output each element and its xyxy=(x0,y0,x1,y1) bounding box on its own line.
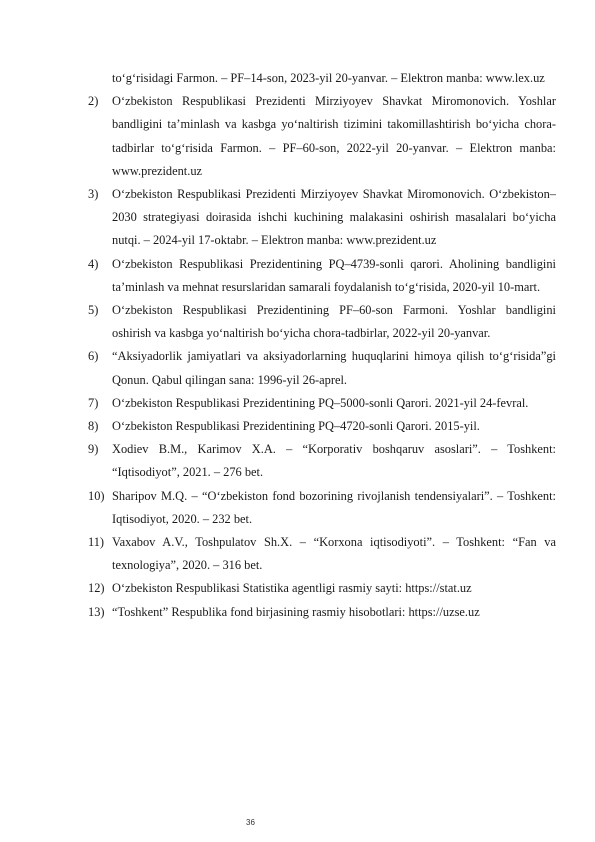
reference-number: 9) xyxy=(88,442,99,457)
reference-number: 2) xyxy=(88,94,99,109)
reference-text: O‘zbekiston Respublikasi Prezidenti Mirziyoyev Shavkat Miromonovich. O‘zbekiston–2030 strategiyasi doirasida ishchi kuchining malakasini oshirish masalalari bo‘yicha nutqi. – 2024-yil 17-oktabr. – Elektron manba: www.prezident.uz xyxy=(112,187,556,248)
reference-number: 4) xyxy=(88,256,99,271)
reference-text: to‘g‘risidagi Farmon. – PF–14-son, 2023-yil 20-yanvar. – Elektron manba: www.lex.uz xyxy=(112,71,545,85)
reference-text: O‘zbekiston Respublikasi Prezidentining PQ–4739-sonli qarori. Aholining bandligini ta’minlash va mehnat resurslaridan samarali foydalanish to‘g‘risida, 2020-yil 10-mart. xyxy=(112,256,556,294)
reference-number: 12) xyxy=(88,581,105,596)
reference-number xyxy=(88,67,112,90)
reference-list xyxy=(88,67,556,624)
reference-item xyxy=(88,67,556,90)
reference-text: Vaxabov A.V., Toshpulatov Sh.X. – “Korxona iqtisodiyoti”. – Toshkent: “Fan va texnologiya”, 2020. – 316 bet. xyxy=(112,535,556,573)
reference-text: O‘zbekiston Respublikasi Prezidentining PF–60-son Farmoni. Yoshlar bandligini oshirish va kasbga yo‘naltirish bo‘yicha chora-tadbirlar, 2022-yil 20-yanvar. xyxy=(112,303,556,341)
reference-number: 11) xyxy=(88,535,105,550)
reference-item xyxy=(88,485,556,531)
reference-number: 5) xyxy=(88,303,99,318)
reference-item xyxy=(88,415,556,438)
reference-item xyxy=(88,577,556,600)
reference-text: O‘zbekiston Respublikasi Prezidentining PQ–4720-sonli Qarori. 2015-yil. xyxy=(112,419,480,434)
reference-item xyxy=(88,392,556,415)
reference-text: O‘zbekiston Respublikasi Prezidenti Mirziyoyev Shavkat Miromonovich. Yoshlar bandligini ta’minlash va kasbga yo‘naltirish tizimini takomillashtirish bo‘yicha chora-tadbirlar to‘g‘risida Farmon. – PF–60-son, 2022-yil 20-yanvar. – Elektron manba: www.prezident.uz xyxy=(112,94,556,178)
reference-number: 8) xyxy=(88,419,99,434)
reference-item xyxy=(88,183,556,253)
reference-number: 7) xyxy=(88,395,99,410)
reference-text: O‘zbekiston Respublikasi Prezidentining PQ–5000-sonli Qarori. 2021-yil 24-fevral. xyxy=(112,395,529,410)
reference-item xyxy=(88,601,556,624)
reference-item xyxy=(88,253,556,299)
reference-item xyxy=(88,345,556,391)
reference-number: 6) xyxy=(88,349,99,364)
reference-number: 3) xyxy=(88,187,99,202)
reference-text: O‘zbekiston Respublikasi Statistika agentligi rasmiy sayti: https://stat.uz xyxy=(112,581,472,596)
reference-text: “Toshkent” Respublika fond birjasining rasmiy hisobotlari: https://uzse.uz xyxy=(112,604,480,619)
reference-number: 13) xyxy=(88,604,105,619)
reference-item xyxy=(88,90,556,183)
reference-item xyxy=(88,299,556,345)
reference-item xyxy=(88,531,556,577)
page-number: 36 xyxy=(246,818,255,827)
reference-item xyxy=(88,438,556,484)
reference-text: Xodiev B.M., Karimov X.A. – “Korporativ boshqaruv asoslari”. – Toshkent: “Iqtisodiyot”, 2021. – 276 bet. xyxy=(112,442,556,480)
reference-text: Sharipov M.Q. – “O‘zbekiston fond bozorining rivojlanish tendensiyalari”. – Toshkent: Iqtisodiyot, 2020. – 232 bet. xyxy=(112,488,556,526)
reference-text: “Aksiyadorlik jamiyatlari va aksiyadorlarning huquqlarini himoya qilish to‘g‘risida”gi Qonun. Qabul qilingan sana: 1996-yil 26-aprel. xyxy=(112,349,556,387)
reference-number: 10) xyxy=(88,488,105,503)
